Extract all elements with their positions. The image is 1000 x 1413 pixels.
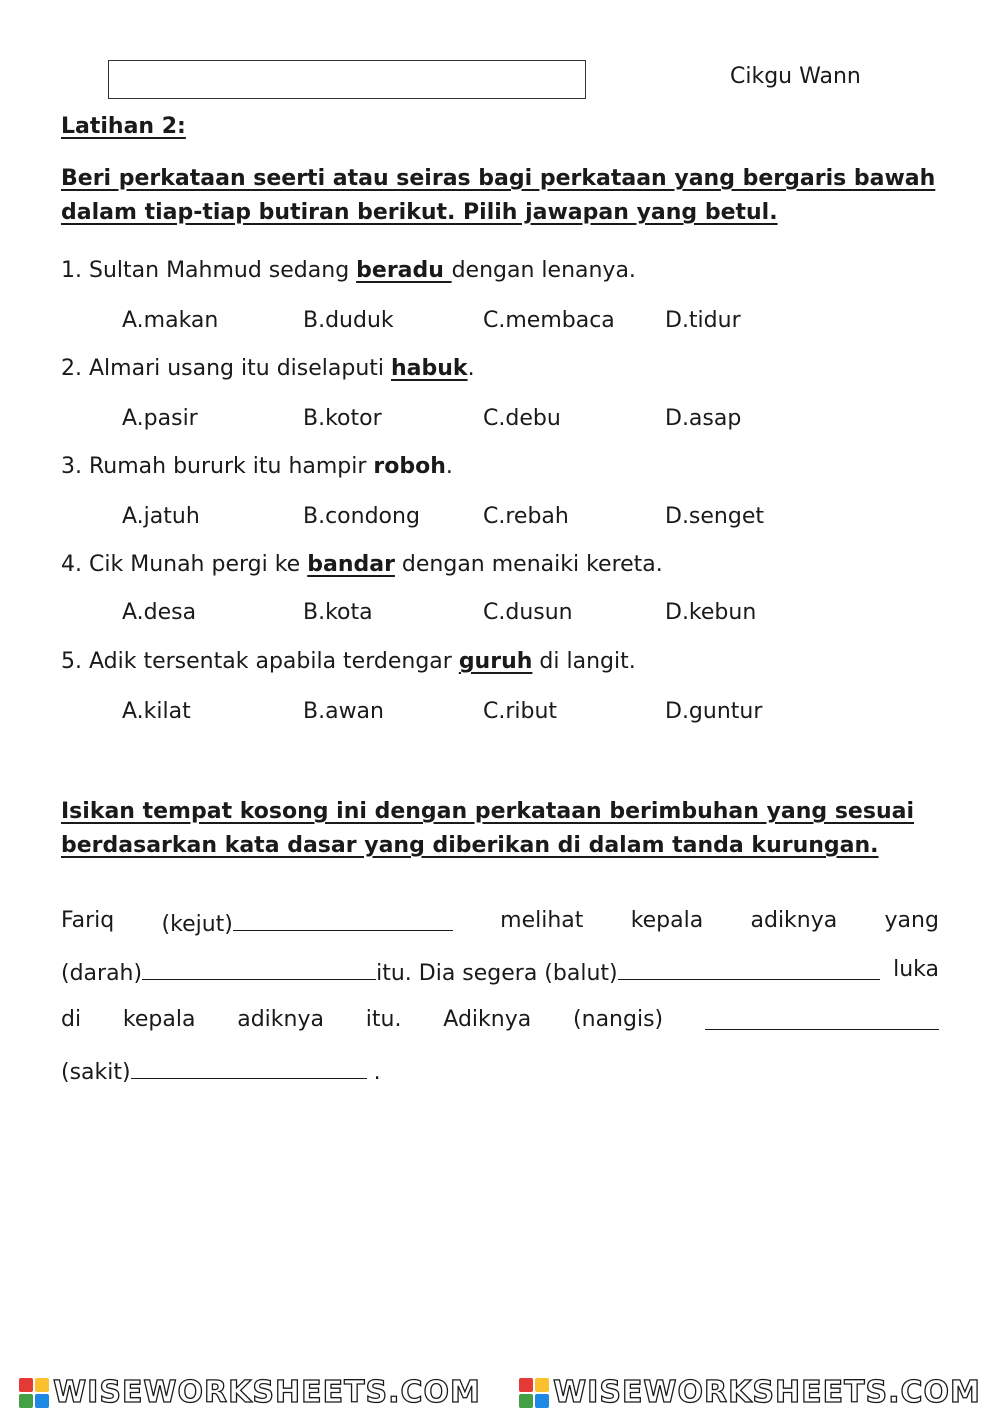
blank-sakit[interactable] xyxy=(131,1056,367,1079)
q3-option-c[interactable]: C.rebah xyxy=(483,504,569,529)
word: kepala xyxy=(122,1007,196,1032)
word: luka xyxy=(893,957,939,982)
q5-option-b[interactable]: B.awan xyxy=(303,699,384,724)
question-text-before: Rumah bururk itu hampir xyxy=(89,454,374,479)
q5-option-d[interactable]: D.guntur xyxy=(665,699,763,724)
q2-option-d[interactable]: D.asap xyxy=(665,406,742,431)
word: Adiknya xyxy=(443,1007,532,1032)
section2-instruction-line2: berdasarkan kata dasar yang diberikan di dalam tanda kurungan. xyxy=(61,833,879,858)
teacher-name: Cikgu Wann xyxy=(730,64,861,89)
root-word-text: (kejut) xyxy=(161,912,233,937)
question-5 xyxy=(61,649,636,674)
q5-option-a[interactable]: A.kilat xyxy=(122,699,191,724)
question-number: 3. xyxy=(61,454,82,479)
blank-kejut[interactable] xyxy=(233,908,453,931)
section2-instruction-line1: Isikan tempat kosong ini dengan perkataan berimbuhan yang sesuai xyxy=(61,799,914,824)
brand-text: WISEWORKSHEETS.COM xyxy=(553,1375,981,1410)
q4-option-a[interactable]: A.desa xyxy=(122,600,197,625)
name-input-box[interactable] xyxy=(108,60,586,99)
question-text-before: Cik Munah pergi ke xyxy=(89,552,308,577)
period: . xyxy=(373,1060,381,1085)
question-keyword: roboh xyxy=(373,454,446,479)
q3-option-d[interactable]: D.senget xyxy=(665,504,764,529)
brand-logo-icon xyxy=(19,1378,49,1408)
footer-brand-bar xyxy=(0,1372,1000,1413)
blank-balut[interactable] xyxy=(618,957,880,980)
section1-instruction-line1: Beri perkataan seerti atau seiras bagi perkataan yang bergaris bawah xyxy=(61,166,936,191)
question-number: 2. xyxy=(61,356,82,381)
word: di xyxy=(61,1007,82,1032)
q1-option-d[interactable]: D.tidur xyxy=(665,308,741,333)
word: (nangis) xyxy=(573,1007,664,1032)
question-2 xyxy=(61,356,475,381)
q5-option-c[interactable]: C.ribut xyxy=(483,699,558,724)
brand-mark xyxy=(19,1375,481,1410)
q1-option-c[interactable]: C.membaca xyxy=(483,308,615,333)
brand-mark xyxy=(519,1375,981,1410)
paragraph-text: itu. Dia segera (balut) xyxy=(376,961,618,986)
question-number: 5. xyxy=(61,649,82,674)
root-word-text: (darah) xyxy=(61,961,143,986)
question-text-before: Adik tersentak apabila terdengar xyxy=(89,649,459,674)
word: Fariq xyxy=(61,908,115,933)
q2-option-c[interactable]: C.debu xyxy=(483,406,561,431)
question-3 xyxy=(61,454,453,479)
q1-option-a[interactable]: A.makan xyxy=(122,308,219,333)
brand-logo-icon xyxy=(519,1378,549,1408)
fill-paragraph-line2 xyxy=(61,957,939,986)
q4-option-d[interactable]: D.kebun xyxy=(665,600,757,625)
question-number: 1. xyxy=(61,258,82,283)
blank-nangis[interactable] xyxy=(705,1007,939,1030)
q3-option-b[interactable]: B.condong xyxy=(303,504,420,529)
question-keyword: bandar xyxy=(307,552,395,577)
fill-paragraph-line1 xyxy=(61,908,939,937)
question-text-after: . xyxy=(467,356,475,381)
question-text-after: . xyxy=(445,454,453,479)
word: adiknya xyxy=(750,908,838,933)
word: yang xyxy=(884,908,939,933)
question-keyword: beradu xyxy=(356,258,452,283)
fill-paragraph-line3 xyxy=(61,1007,939,1032)
blank-darah[interactable] xyxy=(142,957,376,980)
word: itu. xyxy=(365,1007,402,1032)
section1-instruction xyxy=(61,162,935,230)
question-1 xyxy=(61,258,636,283)
question-text-before: Almari usang itu diselaputi xyxy=(89,356,391,381)
q2-option-a[interactable]: A.pasir xyxy=(122,406,198,431)
question-keyword: habuk xyxy=(391,356,468,381)
q4-option-b[interactable]: B.kota xyxy=(303,600,373,625)
word: melihat xyxy=(500,908,584,933)
question-text-after: di langit. xyxy=(532,649,636,674)
section2-instruction xyxy=(61,795,914,863)
section1-instruction-line2: dalam tiap-tiap butiran berikut. Pilih jawapan yang betul. xyxy=(61,200,778,225)
question-text-after: dengan lenanya. xyxy=(451,258,636,283)
brand-text: WISEWORKSHEETS.COM xyxy=(53,1375,481,1410)
question-number: 4. xyxy=(61,552,82,577)
q2-option-b[interactable]: B.kotor xyxy=(303,406,382,431)
question-text-after: dengan menaiki kereta. xyxy=(394,552,663,577)
q3-option-a[interactable]: A.jatuh xyxy=(122,504,200,529)
word: adiknya xyxy=(237,1007,324,1032)
fill-paragraph-line4 xyxy=(61,1056,381,1085)
question-4 xyxy=(61,552,663,577)
word: kepala xyxy=(630,908,704,933)
root-word-darah xyxy=(61,957,880,986)
question-text-before: Sultan Mahmud sedang xyxy=(89,258,357,283)
q4-option-c[interactable]: C.dusun xyxy=(483,600,573,625)
root-word-text: (sakit) xyxy=(61,1060,131,1085)
exercise-title: Latihan 2: xyxy=(61,114,186,139)
question-keyword: guruh xyxy=(458,649,533,674)
q1-option-b[interactable]: B.duduk xyxy=(303,308,394,333)
root-word-kejut xyxy=(162,908,453,937)
